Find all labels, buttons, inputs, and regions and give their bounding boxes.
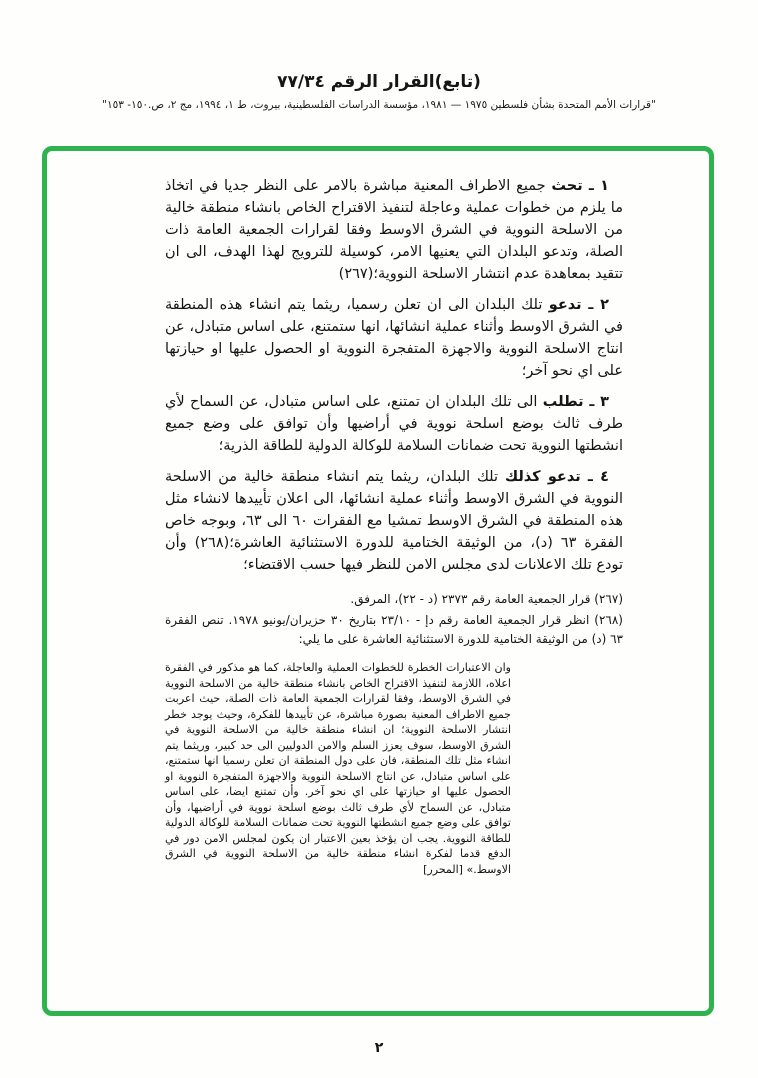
paragraph-text: تلك البلدان، ريثما يتم انشاء منطقة خالية من الاسلحة النووية في الشرق الاوسط وأثناء عملية انشائها، الى اعلان تأييدها لانشاء مثل هذه المنطقة في الشرق الاوسط تمشيا مع الفقرات ٦٠ الى ٦٣، وبوجه خاص الفقرة ٦٣ (د)، من الوثيقة الختامية للدورة الاستثنائية العاشرة؛(٢٦٨) وأن تودع تلك الاعلانات لدى مجلس الامن للنظر فيها حسب الاقتضاء؛ [165,469,623,573]
resolution-body [47,151,709,887]
operative-verb: تدعو كذلك [504,469,581,485]
resolution-title: (تابع)القرار الرقم ٧٧/٣٤ [277,72,481,92]
quote-block-wrapper [165,651,623,877]
paragraph-number: ١ ـ [582,178,609,194]
operative-verb: تحث [551,178,583,194]
paragraph-number: ٣ ـ [583,394,609,410]
paragraph-number: ٤ ـ [580,469,610,485]
paragraph-text: الى تلك البلدان ان تمتنع، على اساس متبادل، عن السماح لأي طرف ثالث بوضع اسلحة نووية في أراضيها وأن توافق على وضع جميع انشطتها النووية تحت ضمانات السلامة للوكالة الدولية للطاقة الذرية؛ [165,394,623,454]
green-border-frame [42,146,714,1016]
operative-paragraph-3 [165,391,623,457]
document-header [0,0,758,111]
paragraph-text: جميع الاطراف المعنية مباشرة بالامر على النظر جديا في اتخاذ ما يلزم من خطوات عملية وعاجلة لتنفيذ الاقتراح الخاص بانشاء منطقة خالية من الاسلحة النووية في الشرق الاوسط وفقا لقرارات الجمعية العامة ذات الصلة، وتدعو البلدان التي يعنيها الامر، كوسيلة للترويج لهذا الهدف، الى ان تتقيد بمعاهدة عدم انتشار الاسلحة النووية؛(٢٦٧) [165,178,623,282]
footnote-268: (٢٦٨) انظر قرار الجمعية العامة رقم دإ - ٢٣/١٠ بتاريخ ٣٠ حزيران/يونيو ١٩٧٨. تنص الفقرة ٦٣ (د) من الوثيقة الختامية للدورة الاستثنائية العاشرة على ما يلي: [165,613,623,646]
footnotes-section [165,590,623,649]
operative-verb: تطلب [542,394,584,410]
operative-paragraph-2 [165,294,623,382]
quoted-final-document-paragraph: وان الاعتبارات الخطرة للخطوات العملية والعاجلة، كما هو مذكور في الفقرة اعلاه، اللازمة لتنفيذ الاقتراح الخاص بانشاء منطقة خالية من الاسلحة النووية في الشرق الاوسط، وفقا لقرارات الجمعية العامة ذات الصلة، حيث اعربت جميع الاطراف المعنية بصورة مباشرة، عن تأييدها للفكرة، وحيث يوجد خطر انتشار الاسلحة النووية؛ ان انشاء منطقة خالية من الاسلحة النووية في الشرق الاوسط، سوف يعزز السلم والامن الدوليين الى حد كبير، وريثما يتم انشاء مثل تلك المنطقة، فان على دول المنطقة ان تعلن رسميا انها ستمتنع، على اساس متبادل، عن انتاج الاسلحة النووية والاجهزة المتفجرة النووية او الحصول عليها او حيازتها على اي نحو آخر. وأن تمتنع ايضا، على اساس متبادل، عن السماح لأي طرف ثالث بوضع اسلحة نووية في أراضيها، وأن توافق على وضع جميع انشطتها النووية تحت ضمانات السلامة للوكالة الدولية للطاقة النووية. يجب ان يؤخذ بعين الاعتبار ان يكون لمجلس الامن دور في الدفع قدما لفكرة انشاء منطقة خالية من الاسلحة النووية في الشرق الاوسط.» [المحرر] [165,661,511,876]
operative-verb: تدعو [548,297,582,313]
operative-paragraph-1 [165,175,623,285]
source-citation: "قرارات الأمم المتحدة بشأن فلسطين ١٩٧٥ — ١٩٨١، مؤسسة الدراسات الفلسطينية، بيروت، ط ١، ١٩٩٤، مج ٢، ص.١٥٠- ١٥٣" [102,99,656,111]
paragraph-number: ٢ ـ [581,297,610,313]
page-number: ٢ [374,1040,384,1056]
operative-paragraph-4 [165,466,623,576]
paragraph-text: تلك البلدان الى ان تعلن رسميا، ريثما يتم انشاء هذه المنطقة في الشرق الاوسط وأثناء عملية انشائها، انها ستمتنع، على اساس متبادل، عن انتاج الاسلحة النووية والاجهزة المتفجرة النووية او الحصول عليها او حيازتها على اي نحو آخر؛ [165,297,623,379]
footnote-267: (٢٦٧) قرار الجمعية العامة رقم ٢٣٧٣ (د - ٢٢)، المرفق. [350,592,623,606]
